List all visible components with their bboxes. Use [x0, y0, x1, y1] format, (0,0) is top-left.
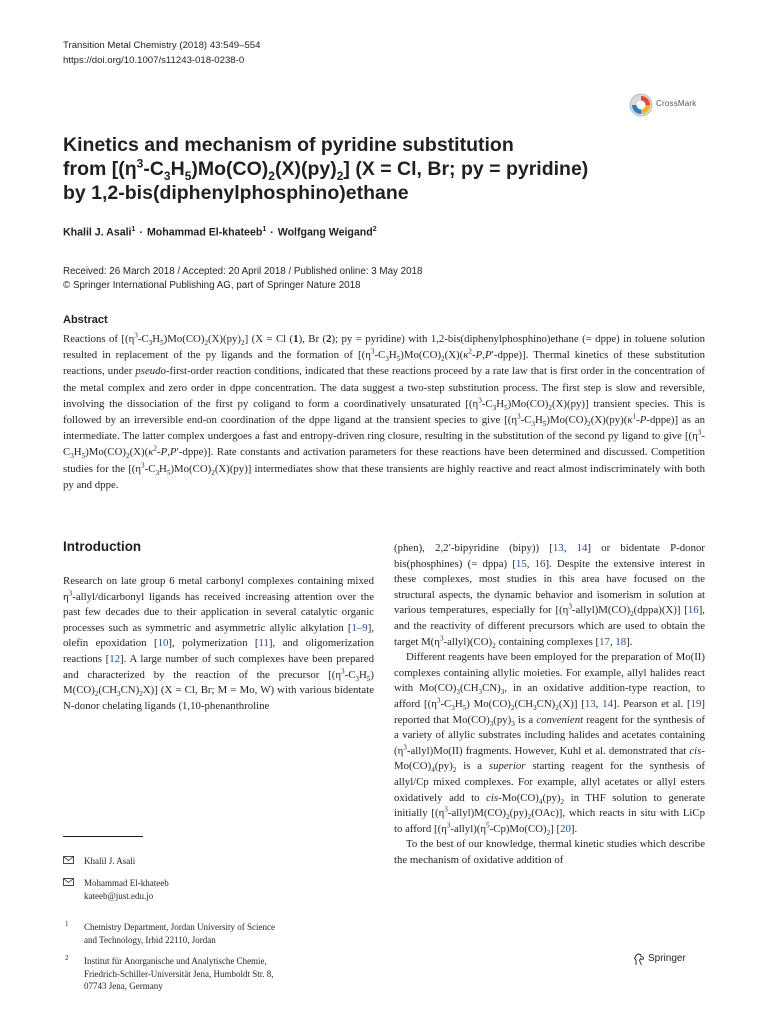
footnote-divider	[63, 836, 143, 837]
envelope-icon	[63, 856, 74, 864]
springer-horse-icon	[633, 953, 645, 966]
crossmark-icon	[629, 93, 653, 117]
crossmark-badge[interactable]	[629, 93, 709, 115]
author-name[interactable]: Wolfgang Weigand	[277, 226, 373, 239]
introduction-column-right: (phen), 2,2′-bipyridine (bipy)) [13, 14] or bidentate P-donor bis(phosphines) (= dppa) [15, 16]. Despite the extensive interest in these complexes, most studies in this area have focused on the structural aspects, the dynamic behavior and isomerism in solution at various temperatures, especially for $[(\eta^3-allyl)M(CO)_2(dppa)(X)]$ [16], and the reactivity of different precursors which are used to obtain the target $M(\eta^3-allyl)(CO)_2$ containing complexes [17, 18]. Different reagents have been employed for the preparation of Mo(II) complexes containing allylic moieties. For example, allyl halides react with $Mo(CO)_3(CH_3CN)_3$, in an oxidative addition-type reaction, to afford [$(\eta^3-C_3H_5)$ $Mo(CO)_2(CH_3CN)_2(X)$] [13, 14]. Pearson et al. [19] reported that $Mo(CO)_3(py)_3$ is a convenient reagent for the synthesis of a variety of allylic substrates including halides and acetates containing $(\eta^3-allyl)Mo(II)$ fragments. However, Kuhl et al. demonstrated that cis-$Mo(CO)_4(py)_2$ is a superior starting reagent for the synthesis of allyl/Cp mixed complexes. For example, allyl acetates or allyl esters oxidatively add to cis-$Mo(CO)_4(py)_2$ in THF solution to generate initially $[(\eta^3-allyl)M(CO)_2(py)_2(OAc)]$, which reacts in situ with LiCp to afford $[(\eta^3-allyl)(\eta^5-Cp)Mo(CO)_2]$ [20]. To the best of our knowledge, thermal kinetic studies which describe the mechanism of oxidative addition of	[394, 542, 706, 866]
crossmark-label: CrossMark	[656, 99, 697, 108]
abstract-body: Reactions of $[(\eta^3-C_3H_5)Mo(CO)_2(X)(py)_2] (X = Cl$ (1), Br (2); py = pyridine) with 1,2-bis(diphenylphosphino)ethane (= dppe) in toluene solution resulted in replacement of the py ligands and the formation of $[(\eta^3-C_3H_5)Mo(CO)_2(X)(\kappa^2-P,P'-dppe)]$. Thermal kinetics of these substitution reactions, under pseudo-first-order reaction conditions, indicated that these reactions proceed by a rate law that is first order in the concentration of the metal complex and zero order in dppe concentration. The data suggest a two-step substitution process. The first step is slow and reversible, involving the dissociation of the first py coligand to form a coordinatively unsaturated $[(\eta^3-C_3H_5)Mo(CO)_2(X)(py)]$ transient species. This is followed by an irreversible end-on coordination of the dppe ligand at the transient species to give $[(\eta^3-C_3H_5)Mo(CO)_2(X)(py)(\kappa^1-P-dppe)]$ as an intermediate. The latter complex undergoes a fast and entropy-driven ring closure, resulting in the substitution of the second py ligand to give $[(\eta^3-C_3H_5)Mo(CO)_2(X)(\kappa^2-P,P'-dppe)]$. Rate constants and activation parameters for these reactions have been determined and discussed. Competition studies for the $[(\eta^3-C_3H_5)Mo(CO)_2(X)(py)]$ intermediates show that these transients are highly reactive and react almost indiscriminately with both py and dppe.	[63, 331, 705, 491]
article-title	[63, 133, 703, 205]
introduction-heading: Introduction	[63, 539, 142, 554]
author-name[interactable]: Mohammad El-khateeb	[146, 226, 263, 239]
springer-logo	[633, 953, 703, 967]
author-list: Khalil J. Asali$^1$ · Mohammad El-khateeb$^1$ · Wolfgang Weigand$^2$	[63, 226, 377, 239]
title-line-1: Kinetics and mechanism of pyridine substitution	[63, 134, 514, 156]
springer-label: Springer	[648, 953, 686, 964]
publication-dates: Received: 26 March 2018 / Accepted: 20 April 2018 / Published online: 3 May 2018 © Springer International Publishing AG, part of Springer Nature 2018	[63, 266, 423, 291]
title-line-3: by 1,2-bis(diphenylphosphino)ethane	[63, 182, 409, 204]
journal-citation: Transition Metal Chemistry (2018) 43:549–554	[63, 40, 261, 51]
envelope-icon	[63, 878, 74, 886]
doi-link[interactable]: https://doi.org/10.1007/s11243-018-0238-0	[63, 55, 245, 66]
author-name[interactable]: Khalil J. Asali	[63, 226, 132, 239]
introduction-column-left: Research on late group 6 metal carbonyl complexes containing mixed $\eta^3-allyl$/dicarbonyl ligands has received increasing attention over the past few decades due to their application in several catalytic organic processes such as symmetric and asymmetric allylic alkylation [1–9], olefin epoxidation [10], polymerization [11], and oligomerization reactions [12]. A large number of such complexes have been prepared and characterized by the reaction of the precursor [$(\eta^3-C_3H_5)$ $M(CO)_2(CH_3CN)_2X$)] (X = Cl, Br; M = Mo, W) with various bidentate N-donor chelating ligands (1,10-phenanthroline	[63, 575, 375, 712]
email-link[interactable]: kateeb@just.edu.jo	[84, 890, 154, 901]
abstract-heading: Abstract	[63, 314, 108, 326]
title-line-2: from $[(\eta^3-C_3H_5)Mo(CO)_2(X)(py)_2] (X = Cl$, Br; py = pyridine)	[63, 156, 589, 183]
